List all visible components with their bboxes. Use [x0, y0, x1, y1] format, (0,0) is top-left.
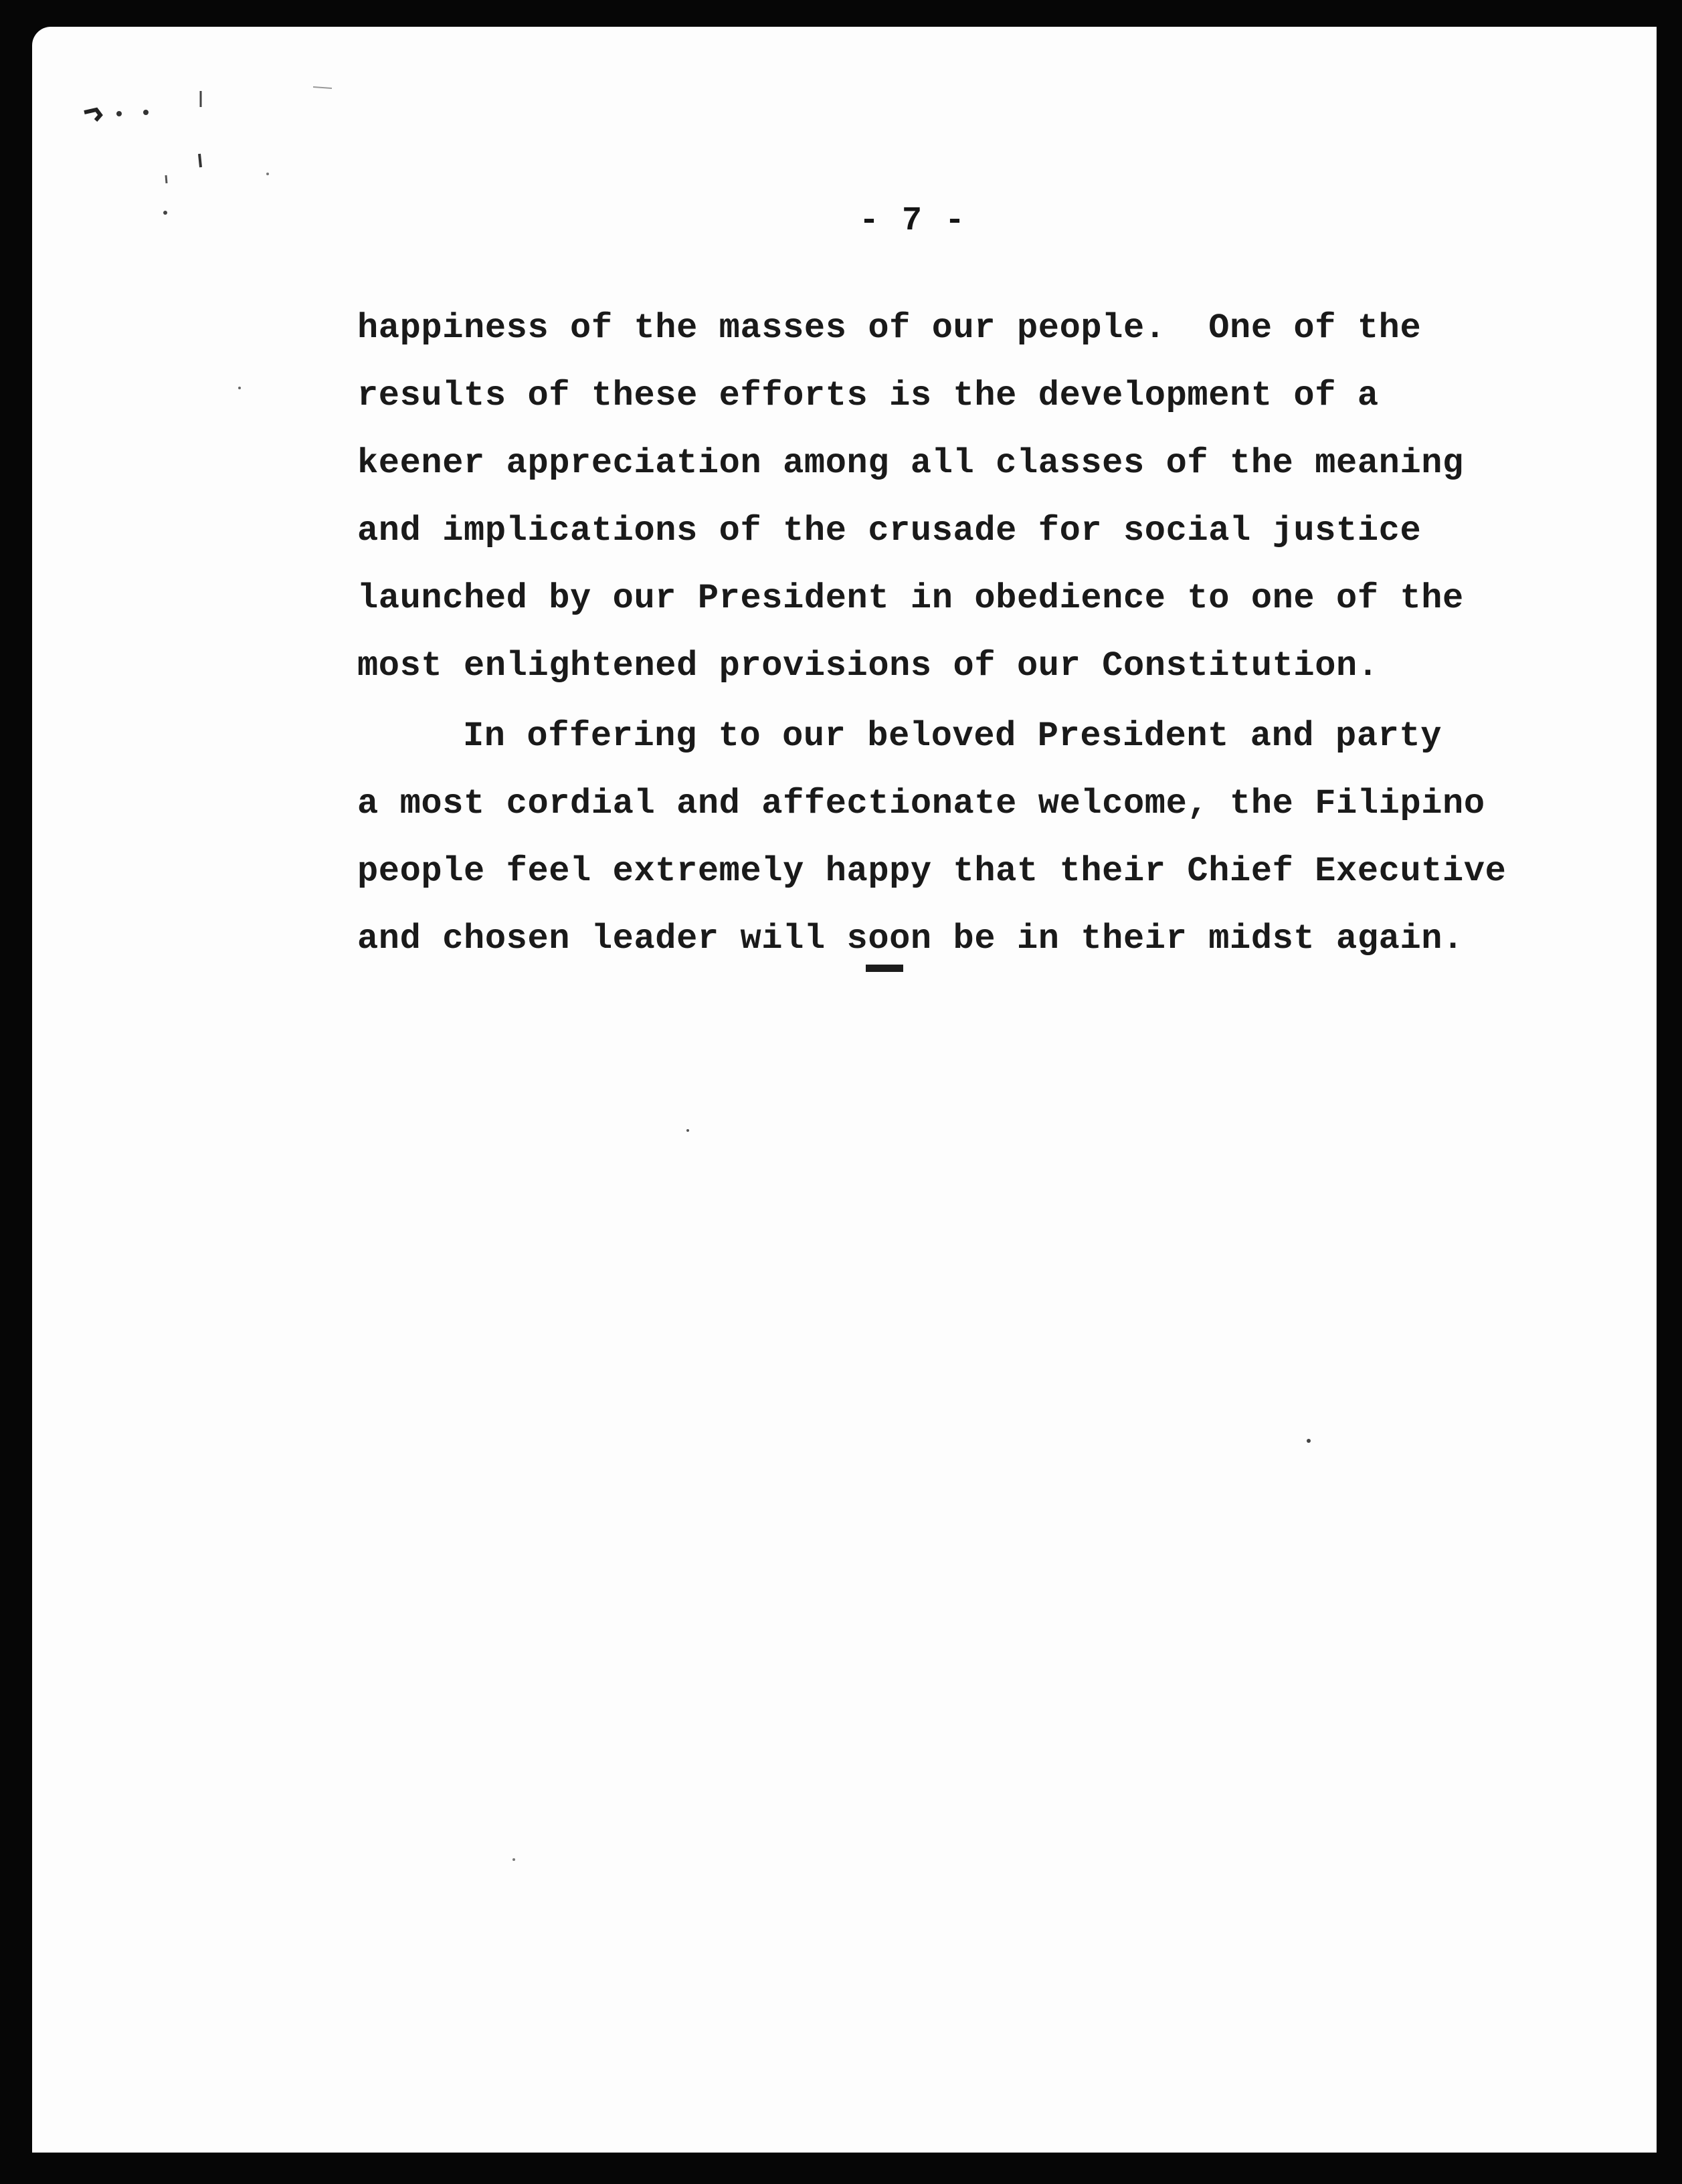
text-line: keener appreciation among all classes of the meaning: [357, 443, 1464, 483]
text-line: people feel extremely happy that their Chief Executive: [357, 852, 1507, 891]
text-line: a most cordial and affectionate welcome, the Filipino: [357, 784, 1485, 823]
text-line: and implications of the crusade for social justice: [357, 511, 1422, 551]
body-paragraph: [357, 702, 1506, 973]
page-number: - 7 -: [859, 202, 967, 240]
text-line: happiness of the masses of our people. One of the: [357, 308, 1422, 348]
end-of-text-mark: [866, 965, 903, 972]
text-line: and chosen leader will soon be in their midst again.: [357, 919, 1464, 959]
typewritten-page: [32, 27, 1657, 2153]
text-line: launched by our President in obedience to one of the: [357, 579, 1464, 618]
text-line: most enlightened provisions of our Constitution.: [357, 646, 1379, 686]
text-line: results of these efforts is the development of a: [357, 376, 1379, 415]
text-line: In offering to our beloved President and party: [463, 716, 1442, 756]
body-paragraph: [357, 294, 1464, 700]
